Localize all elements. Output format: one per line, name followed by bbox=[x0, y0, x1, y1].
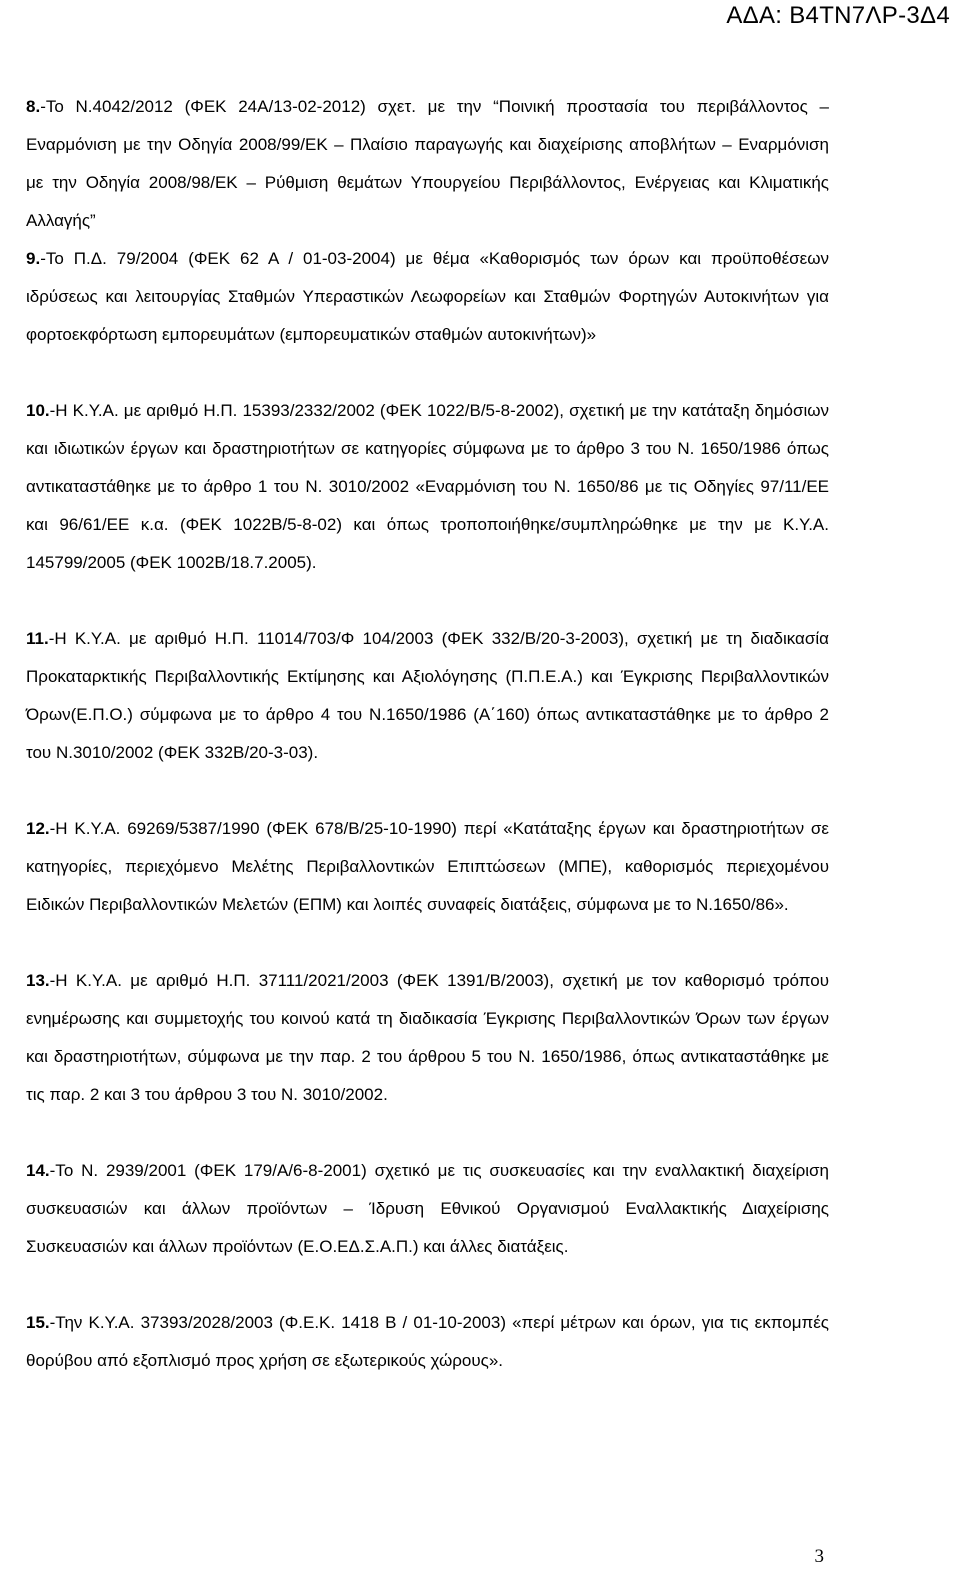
item-text: -Η Κ.Υ.Α. με αριθμό Η.Π. 11014/703/Φ 104/2003 (ΦΕΚ 332/Β/20-3-2003), σχετική με τη διαδικασία Προκαταρκτικής Περιβαλλοντικής Εκτίμησης και Αξιολόγησης (Π.Π.Ε.Α.) και Έγκρισης Περιβαλλοντικών Όρων(Ε.Π.Ο.) σύμφωνα με το άρθρο 4 του Ν.1650/1986 (Α΄160) όπως αντικαταστάθηκε με το άρθρο 2 του Ν.3010/2002 (ΦΕΚ 332Β/20-3-03). bbox=[26, 629, 829, 762]
item-text: -Η Κ.Υ.Α. με αριθμό Η.Π. 15393/2332/2002 (ΦΕΚ 1022/Β/5-8-2002), σχετική με την κατάταξη δημόσιων και ιδιωτικών έργων και δραστηριοτήτων σε κατηγορίες σύμφωνα με το άρθρο 3 του Ν. 1650/1986 όπως αντικαταστάθηκε με το άρθρο 1 του Ν. 3010/2002 «Εναρμόνιση του Ν. 1650/86 με τις Οδηγίες 97/11/ΕΕ και 96/61/ΕΕ κ.α. (ΦΕΚ 1022Β/5-8-02) και όπως τροποποιήθηκε/συμπληρώθηκε με την με Κ.Υ.Α. 145799/2005 (ΦΕΚ 1002Β/18.7.2005). bbox=[26, 401, 829, 572]
item-text: -Την Κ.Υ.Α. 37393/2028/2003 (Φ.Ε.Κ. 1418 Β / 01-10-2003) «περί μέτρων και όρων, για τις εκπομπές θορύβου από εξοπλισμό προς χρήση σε εξωτερικούς χώρους». bbox=[26, 1313, 829, 1370]
list-item bbox=[26, 962, 829, 1152]
list-item bbox=[26, 1152, 829, 1304]
item-number: 9. bbox=[26, 249, 41, 268]
list-item bbox=[26, 1304, 829, 1418]
item-number: 8. bbox=[26, 97, 41, 116]
ada-code: ΑΔΑ: Β4ΤΝ7ΛΡ-3Δ4 bbox=[726, 2, 950, 29]
item-text: -Η Κ.Υ.Α. 69269/5387/1990 (ΦΕΚ 678/Β/25-10-1990) περί «Κατάταξης έργων και δραστηριοτήτων σε κατηγορίες, περιεχόμενο Μελέτης Περιβαλλοντικών Επιπτώσεων (ΜΠΕ), καθορισμός περιεχομένου Ειδικών Περιβαλλοντικών Μελετών (ΕΠΜ) και λοιπές συναφείς διατάξεις, σύμφωνα με το Ν.1650/86». bbox=[26, 819, 829, 914]
list-item bbox=[26, 620, 829, 810]
item-text: -Το Π.Δ. 79/2004 (ΦΕΚ 62 Α / 01-03-2004) με θέμα «Καθορισμός των όρων και προϋποθέσεων ιδρύσεως και λειτουργίας Σταθμών Υπεραστικών Λεωφορείων και Σταθμών Φορτηγών Αυτοκινήτων για φορτοεκφόρτωση εμπορευμάτων (εμπορευματικών σταθμών αυτοκινήτων)» bbox=[26, 249, 829, 344]
document-body bbox=[26, 88, 829, 1418]
list-item bbox=[26, 88, 829, 240]
item-number: 11. bbox=[26, 629, 49, 648]
item-number: 12. bbox=[26, 819, 50, 838]
item-number: 15. bbox=[26, 1313, 50, 1332]
list-item bbox=[26, 392, 829, 620]
list-item bbox=[26, 810, 829, 962]
page-number: 3 bbox=[814, 1546, 824, 1567]
item-text: -Το Ν.4042/2012 (ΦΕΚ 24Α/13-02-2012) σχετ. με την “Ποινική προστασία του περιβάλλοντος – Εναρμόνιση με την Οδηγία 2008/99/ΕΚ – Πλαίσιο παραγωγής και διαχείρισης αποβλήτων – Εναρμόνιση με την Οδηγία 2008/98/ΕΚ – Ρύθμιση θεμάτων Υπουργείου Περιβάλλοντος, Ενέργειας και Κλιματικής Αλλαγής” bbox=[26, 97, 829, 230]
item-text: -Η Κ.Υ.Α. με αριθμό Η.Π. 37111/2021/2003 (ΦΕΚ 1391/Β/2003), σχετική με τον καθορισμό τρόπου ενημέρωσης και συμμετοχής του κοινού κατά τη διαδικασία Έγκρισης Περιβαλλοντικών Όρων των έργων και δραστηριοτήτων, σύμφωνα με την παρ. 2 του άρθρου 5 του Ν. 1650/1986, όπως αντικαταστάθηκε με τις παρ. 2 και 3 του άρθρου 3 του Ν. 3010/2002. bbox=[26, 971, 829, 1104]
item-number: 13. bbox=[26, 971, 50, 990]
item-text: -Το Ν. 2939/2001 (ΦΕΚ 179/Α/6-8-2001) σχετικό με τις συσκευασίες και την εναλλακτική διαχείριση συσκευασιών και άλλων προϊόντων – Ίδρυση Εθνικού Οργανισμού Εναλλακτικής Διαχείρισης Συσκευασιών και άλλων προϊόντων (Ε.Ο.ΕΔ.Σ.Α.Π.) και άλλες διατάξεις. bbox=[26, 1161, 829, 1256]
list-item bbox=[26, 240, 829, 392]
item-number: 10. bbox=[26, 401, 50, 420]
item-number: 14. bbox=[26, 1161, 50, 1180]
